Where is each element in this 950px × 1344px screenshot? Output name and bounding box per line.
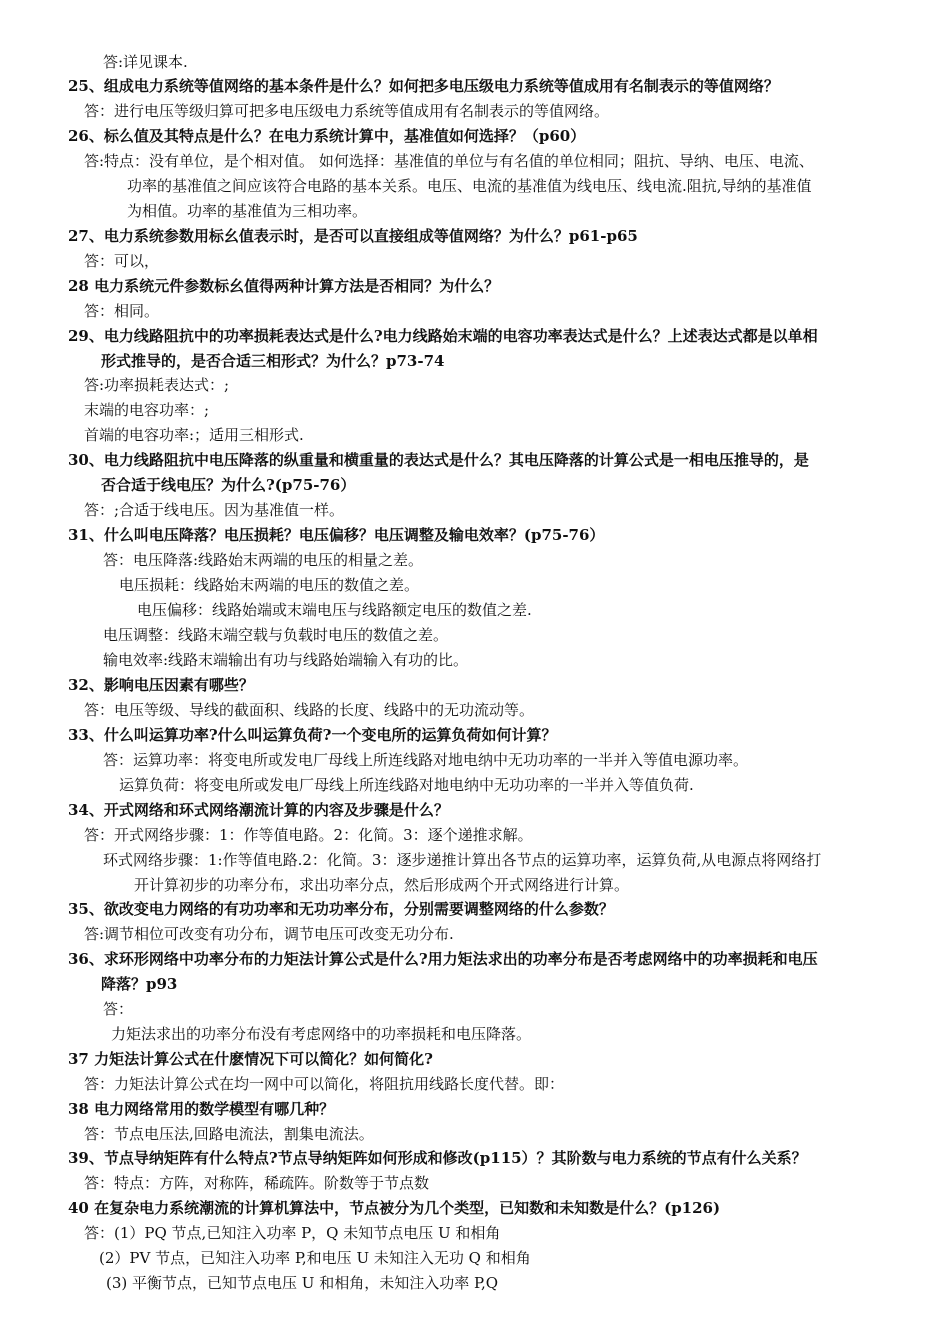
question-line: 37 力矩法计算公式在什麽情况下可以简化？如何简化? <box>68 1050 433 1068</box>
answer-line: 功率的基准值之间应该符合电路的基本关系。电压、电流的基准值为线电压、线电流.阻抗,导纳的基准值 <box>127 177 812 195</box>
question-line: 38 电力网络常用的数学模型有哪几种？ <box>68 1100 335 1118</box>
answer-line: 答：电压等级、导线的截面积、线路的长度、线路中的无功流动等。 <box>84 701 535 719</box>
question-line: 36、求环形网络中功率分布的力矩法计算公式是什么?用力矩法求出的功率分布是否考虑网络中的功率损耗和电压 <box>68 950 818 968</box>
question-line: 34、开式网络和环式网络潮流计算的内容及步骤是什么？ <box>68 801 449 819</box>
question-line: 39、节点导纳矩阵有什么特点?节点导纳矩阵如何形成和修改(p115）？其阶数与电力系统的节点有什么关系？ <box>68 1149 807 1167</box>
answer-line: 答：运算功率：将变电所或发电厂母线上所连线路对地电纳中无功功率的一半并入等值电源功率。 <box>103 751 749 769</box>
answer-line: 首端的电容功率:；适用三相形式. <box>84 426 304 444</box>
answer-line: 答:详见课本. <box>103 53 188 71</box>
answer-line: 答:功率损耗表达式：; <box>84 376 230 394</box>
answer-line: 答：电压降落:线路始末两端的电压的相量之差。 <box>103 551 424 569</box>
question-line: 形式推导的，是否合适三相形式？为什么？p73-74 <box>101 352 445 370</box>
answer-line: 电压调整：线路末端空载与负载时电压的数值之差。 <box>103 626 449 644</box>
answer-line: 答:调节相位可改变有功分布，调节电压可改变无功分布. <box>84 925 454 943</box>
answer-line: 答：可以， <box>84 252 160 270</box>
question-line: 28 电力系统元件参数标幺值得两种计算方法是否相同？为什么？ <box>68 277 500 295</box>
answer-line: 答： <box>103 1000 134 1018</box>
question-line: 35、欲改变电力网络的有功功率和无功功率分布，分别需要调整网络的什么参数？ <box>68 900 614 918</box>
answer-line: 为相值。功率的基准值为三相功率。 <box>127 202 368 220</box>
answer-line: (3) 平衡节点，已知节点电压 U 和相角，未知注入功率 P,Q <box>106 1274 499 1292</box>
answer-line: 开计算初步的功率分布，求出功率分点，然后形成两个开式网络进行计算。 <box>134 876 630 894</box>
answer-line: 答：开式网络步骤：1：作等值电路。2：化简。3：逐个递推求解。 <box>84 826 533 844</box>
question-line: 33、什么叫运算功率?什么叫运算负荷?一个变电所的运算负荷如何计算？ <box>68 726 557 744</box>
question-line: 否合适于线电压？为什么?(p75-76） <box>101 476 356 494</box>
question-line: 25、组成电力系统等值网络的基本条件是什么？如何把多电压级电力系统等值成用有名制表示的等值网络？ <box>68 77 779 95</box>
answer-line: 答：力矩法计算公式在均一网中可以简化，将阻抗用线路长度代替。即： <box>84 1075 565 1093</box>
answer-line: 答：节点电压法,回路电流法，割集电流法。 <box>84 1125 374 1143</box>
answer-line: 答：相同。 <box>84 302 160 320</box>
question-line: 30、电力线路阻抗中电压降落的纵重量和横重量的表达式是什么？其电压降落的计算公式是一相电压推导的，是 <box>68 451 809 469</box>
question-line: 31、什么叫电压降落？电压损耗？电压偏移？电压调整及输电效率？(p75-76） <box>68 526 605 544</box>
question-line: 26、标么值及其特点是什么？在电力系统计算中，基准值如何选择？（p60） <box>68 127 586 145</box>
answer-line: 环式网络步骤：1:作等值电路.2：化简。3：逐步递推计算出各节点的运算功率，运算负荷,从电源点将网络打 <box>103 851 822 869</box>
answer-line: (2）PV 节点，已知注入功率 P,和电压 U 未知注入无功 Q 和相角 <box>99 1249 531 1267</box>
answer-line: 电压损耗：线路始末两端的电压的数值之差。 <box>119 576 420 594</box>
answer-line: 答:特点：没有单位，是个相对值。 如何选择：基准值的单位与有名值的单位相同；阻抗、导纳、电压、电流、 <box>84 152 814 170</box>
answer-line: 答：特点：方阵，对称阵，稀疏阵。阶数等于节点数 <box>84 1174 430 1192</box>
question-line: 27、电力系统参数用标幺值表示时，是否可以直接组成等值网络？为什么？p61-p65 <box>68 227 638 245</box>
answer-line: 运算负荷：将变电所或发电厂母线上所连线路对地电纳中无功功率的一半并入等值负荷. <box>119 776 694 794</box>
question-line: 32、影响电压因素有哪些？ <box>68 676 254 694</box>
answer-line: 答：进行电压等级归算可把多电压级电力系统等值成用有名制表示的等值网络。 <box>84 102 610 120</box>
answer-line: 答：(1）PQ 节点,已知注入功率 P，Q 未知节点电压 U 和相角 <box>84 1224 501 1242</box>
answer-line: 输电效率:线路末端输出有功与线路始端输入有功的比。 <box>103 651 469 669</box>
question-line: 40 在复杂电力系统潮流的计算机算法中，节点被分为几个类型，已知数和未知数是什么？(p126) <box>68 1199 721 1217</box>
answer-line: 末端的电容功率：; <box>84 401 210 419</box>
answer-line: 力矩法求出的功率分布没有考虑网络中的功率损耗和电压降落。 <box>111 1025 532 1043</box>
answer-line: 电压偏移：线路始端或末端电压与线路额定电压的数值之差. <box>137 601 532 619</box>
question-line: 29、电力线路阻抗中的功率损耗表达式是什么?电力线路始末端的电容功率表达式是什么？上述表达式都是以单相 <box>68 327 818 345</box>
answer-line: 答：;合适于线电压。因为基准值一样。 <box>84 501 345 519</box>
question-line: 降落？p93 <box>101 975 178 993</box>
